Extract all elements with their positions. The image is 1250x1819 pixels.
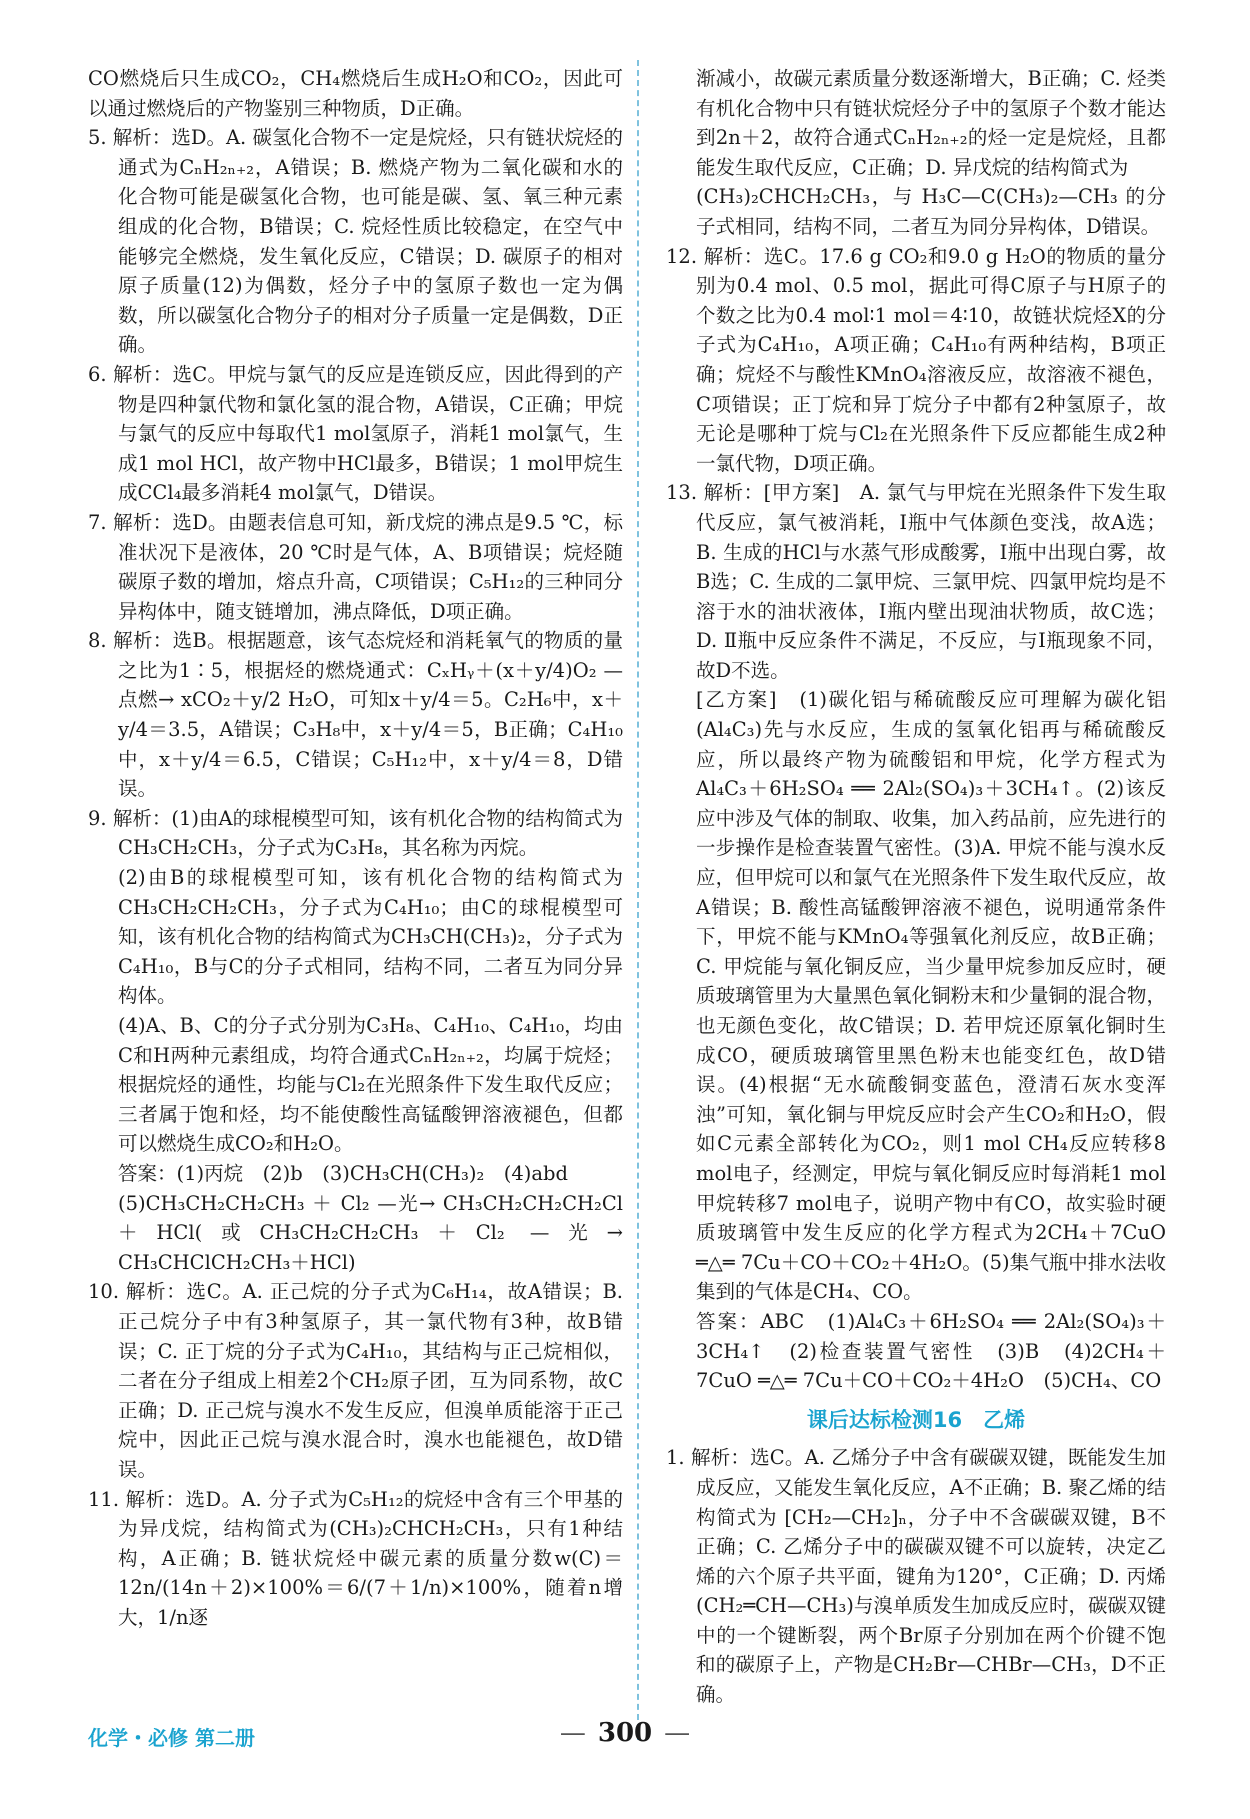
answer-11-structure: (CH₃)₂CHCH₂CH₃，与 H₃C—C(CH₃)₂—CH₃ 的分子式相同，结构不同，二者互为同分异构体，D错误。 [696, 185, 1166, 238]
column-divider [637, 60, 639, 1740]
answer-11-cont: 渐减小，故碳元素质量分数逐渐增大，B正确；C. 烃类有机化合物中只有链状烷烃分子中的氢原子个数才能达到2n＋2，故符合通式CₙH₂ₙ₊₂的烃一定是烷烃，且都能发生取代反应，C正确；D. 异戊烷的结构简式为 [696, 67, 1166, 179]
answer-10: 10. 解析：选C。A. 正己烷的分子式为C₆H₁₄，故A错误；B. 正己烷分子中有3种氢原子，其一氯代物有3种，故B错误；C. 正丁烷的分子式为C₄H₁₀，其结构与正己烷相似，二者在分子组成上相差2个CH₂原子团，互为同系物，故C正确；D. 正己烷与溴水不发生反应，但溴单质能溶于正己烷中，因此正己烷与溴水混合时，溴水也能褪色，故D错误。 [88, 1280, 623, 1481]
page-dash-left: — [559, 1718, 586, 1748]
page-dash-right: — [664, 1718, 691, 1748]
page-number-row [0, 1718, 1250, 1748]
paragraph-0: CO燃烧后只生成CO₂，CH₄燃烧后生成H₂O和CO₂，因此可以通过燃烧后的产物鉴别三种物质，D正确。 [88, 67, 623, 120]
ethylene-answer-1: 1. 解析：选C。A. 乙烯分子中含有碳碳双键，既能发生加成反应，又能发生氧化反应，A不正确；B. 聚乙烯的结构简式为 [CH₂—CH₂]ₙ，分子中不含碳碳双键，B不正确；C. 乙烯分子中的碳碳双键不可以旋转，决定乙烯的六个原子共平面，键角为120°，C正确；D. 丙烯(CH₂═CH—CH₃)与溴单质发生加成反应时，碳碳双键中的一个键断裂，两个Br原子分别加在两个价键不饱和的碳原子上，产物是CH₂Br—CHBr—CH₃，D不正确。 [666, 1446, 1166, 1707]
answer-9-part4: (4)A、B、C的分子式分别为C₃H₈、C₄H₁₀、C₄H₁₀，均由C和H两种元素组成，均符合通式CₙH₂ₙ₊₂，均属于烷烃；根据烷烃的通性，均能与Cl₂在光照条件下发生取代反应；三者属于饱和烃，均不能使酸性高锰酸钾溶液褪色，但都可以燃烧生成CO₂和H₂O。 [118, 1014, 623, 1156]
answer-5: 5. 解析：选D。A. 碳氢化合物不一定是烷烃，只有链状烷烃的通式为CₙH₂ₙ₊₂，A错误；B. 燃烧产物为二氧化碳和水的化合物可能是碳氢化合物，也可能是碳、氢、氧三种元素组成的化合物，B错误；C. 烷烃性质比较稳定，在空气中能够完全燃烧，发生氧化反应，C错误；D. 碳原子的相对原子质量(12)为偶数，烃分子中的氢原子数也一定为偶数，所以碳氢化合物分子的相对分子质量一定是偶数，D正确。 [88, 126, 623, 357]
answer-7: 7. 解析：选D。由题表信息可知，新戊烷的沸点是9.5 ℃，标准状况下是液体，20 ℃时是气体，A、B项错误；烷烃随碳原子数的增加，熔点升高，C项错误；C₅H₁₂的三种同分异构体中，随支链增加，沸点降低，D项正确。 [88, 510, 623, 623]
answer-13-key: 答案：ABC (1)Al₄C₃＋6H₂SO₄ ══ 2Al₂(SO₄)₃＋3CH₄↑ (2)检查装置气密性 (3)B (4)2CH₄＋7CuO ═△═ 7Cu＋CO＋CO₂＋4H₂O (5)CH₄、CO [696, 1309, 1166, 1393]
answer-9-part1: 9. 解析：(1)由A的球棍模型可知，该有机化合物的结构简式为CH₃CH₂CH₃，分子式为C₃H₈，其名称为丙烷。 [88, 806, 623, 860]
section-title: 课后达标检测16 乙烯 [806, 1407, 1026, 1432]
answer-12: 12. 解析：选C。17.6 g CO₂和9.0 g H₂O的物质的量分别为0.4 mol、0.5 mol，据此可得C原子与H原子的个数之比为0.4 mol∶1 mol＝4∶10，故链状烷烃X的分子式为C₄H₁₀，A项正确；C₄H₁₀有两种结构，B项正确；烷烃不与酸性KMnO₄溶液反应，故溶液不褪色，C项错误；正丁烷和异丁烷分子中都有2种氢原子，故无论是哪种丁烷与Cl₂在光照条件下反应都能生成2种一氯代物，D项正确。 [666, 244, 1166, 475]
answer-8: 8. 解析：选B。根据题意，该气态烷烃和消耗氧气的物质的量之比为1∶5，根据烃的燃烧通式：CₓHᵧ＋(x＋y/4)O₂ —点燃→ xCO₂＋y/2 H₂O，可知x＋y/4＝5。C₂H₆中，x＋y/4＝3.5，A错误；C₃H₈中，x＋y/4＝5，B正确；C₄H₁₀中，x＋y/4＝6.5，C错误；C₅H₁₂中，x＋y/4＝8，D错误。 [88, 629, 623, 801]
book-title: 化学・必修 第二册 [88, 1726, 255, 1750]
answer-13-a: 13. 解析：[甲方案] A. 氯气与甲烷在光照条件下发生取代反应，氯气被消耗，Ⅰ瓶中气体颜色变浅，故A选；B. 生成的HCl与水蒸气形成酸雾，Ⅰ瓶中出现白雾，故B选；C. 生成的二氯甲烷、三氯甲烷、四氯甲烷均是不溶于水的油状液体，Ⅰ瓶内壁出现油状物质，故C选；D. Ⅱ瓶中反应条件不满足，不反应，与Ⅰ瓶现象不同，故D不选。 [666, 481, 1166, 682]
page-number: 300 [597, 1718, 653, 1748]
answer-6: 6. 解析：选C。甲烷与氯气的反应是连锁反应，因此得到的产物是四种氯代物和氯化氢的混合物，A错误，C正确；甲烷与氯气的反应中每取代1 mol氢原子，消耗1 mol氯气，生成1 mol HCl，故产物中HCl最多，B错误；1 mol甲烷生成CCl₄最多消耗4 mol氯气，D错误。 [88, 362, 623, 505]
left-column [88, 64, 623, 1632]
answer-9-key-5: (5)CH₃CH₂CH₂CH₃ ＋ Cl₂ —光→ CH₃CH₂CH₂CH₂Cl＋HCl(或CH₃CH₂CH₂CH₃＋Cl₂ —光→ CH₃CHClCH₂CH₃＋HCl) [118, 1191, 623, 1274]
answer-9-part2: (2)由B的球棍模型可知，该有机化合物的结构简式为CH₃CH₂CH₂CH₃，分子式为C₄H₁₀；由C的球棍模型可知，该有机化合物的结构简式为CH₃CH(CH₃)₂，分子式为C₄H₁₀，B与C的分子式相同，结构不同，二者互为同分异构体。 [118, 866, 623, 1008]
answer-13-b: [乙方案] (1)碳化铝与稀硫酸反应可理解为碳化铝(Al₄C₃)先与水反应，生成的氢氧化铝再与稀硫酸反应，所以最终产物为硫酸铝和甲烷，化学方程式为Al₄C₃＋6H₂SO₄ ══ 2Al₂(SO₄)₃＋3CH₄↑。(2)该反应中涉及气体的制取、收集，加入药品前，应先进行的一步操作是检查装置气密性。(3)A. 甲烷不能与溴水反应，但甲烷可以和氯气在光照条件下发生取代反应，故A错误；B. 酸性高锰酸钾溶液不褪色，说明通常条件下，甲烷不能与KMnO₄等强氧化剂反应，故B正确；C. 甲烷能与氧化铜反应，当少量甲烷参加反应时，硬质玻璃管里为大量黑色氧化铜粉末和少量铜的混合物，也无颜色变化，故C错误；D. 若甲烷还原氧化铜时生成CO，硬质玻璃管里黑色粉末也能变红色，故D错误。(4)根据“无水硫酸铜变蓝色，澄清石灰水变浑浊”可知，氧化铜与甲烷反应时会产生CO₂和H₂O，假如C元素全部转化为CO₂，则1 mol CH₄反应转移8 mol电子，经测定，甲烷与氧化铜反应时每消耗1 mol甲烷转移7 mol电子，说明产物中有CO，故实验时硬质玻璃管中发生反应的化学方程式为2CH₄＋7CuO ═△═ 7Cu＋CO＋CO₂＋4H₂O。(5)集气瓶中排水法收集到的气体是CH₄、CO。 [696, 688, 1166, 1304]
answer-11: 11. 解析：选D。A. 分子式为C₅H₁₂的烷烃中含有三个甲基的为异戊烷，结构简式为(CH₃)₂CHCH₂CH₃，只有1种结构，A正确；B. 链状烷烃中碳元素的质量分数w(C)＝12n/(14n＋2)×100%＝6/(7＋1/n)×100%，随着n增大，1/n逐 [88, 1487, 623, 1629]
right-column [666, 64, 1166, 1710]
answer-9-key: 答案：(1)丙烷 (2)b (3)CH₃CH(CH₃)₂ (4)abd [118, 1161, 569, 1185]
